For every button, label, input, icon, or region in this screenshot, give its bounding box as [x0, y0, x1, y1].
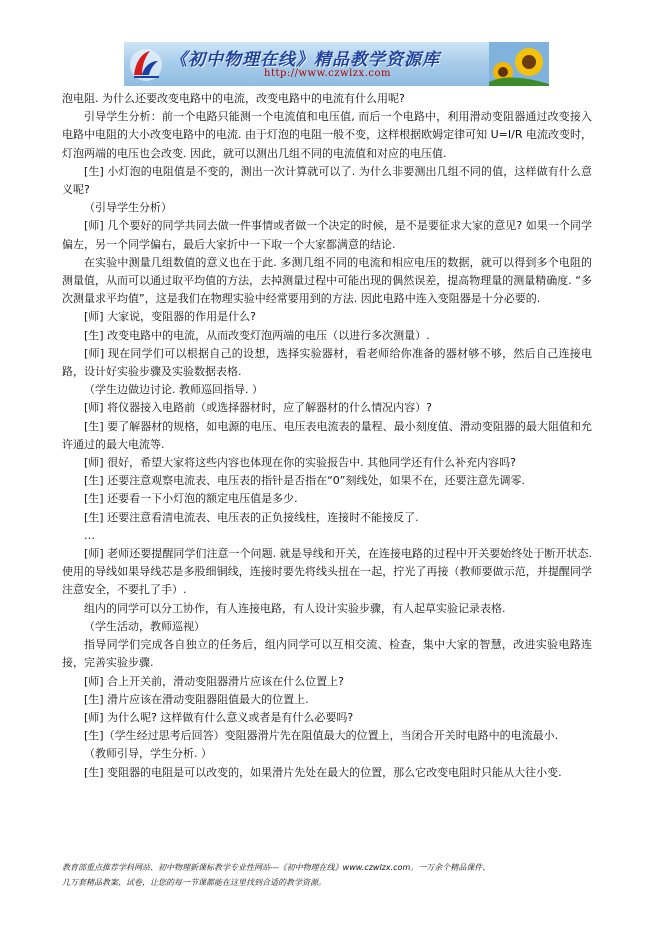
- paragraph: [师] 几个要好的同学共同去做一件事情或者做一个决定的时候，是不是要征求大家的意见? 如果一个同学偏左，另一个同学偏右，最后大家折中一下取一个大家都满意的结论.: [62, 219, 592, 251]
- paragraph: 泡电阻. 为什么还要改变电路中的电流，改变电路中的电流有什么用呢?: [62, 92, 405, 105]
- ellipsis-line: …: [84, 528, 96, 542]
- footer-line-2: 几万套精品教案、试卷，让您的每一节课都能在这里找到合适的教学资源。: [62, 878, 326, 887]
- sunflower-icon: [489, 42, 549, 86]
- paragraph: [生]（学生经过思考后回答）变阻器滑片先在阻值最大的位置上，当闭合开关时电路中的电流最小.: [84, 729, 559, 743]
- paragraph: （教师引导，学生分析. ）: [84, 747, 212, 761]
- paragraph: [生] 要了解器材的规格，如电源的电压、电压表电流表的量程、最小刻度值、滑动变阻器的最大阻值和允许通过的最大电流等.: [62, 419, 592, 451]
- paragraph: [师] 将仪器接入电路前（或选择器材时，应了解器材的什么情况内容）?: [84, 401, 432, 415]
- paragraph: [师] 现在同学们可以根据自己的设想，选择实验器材，看老师给你准备的器材够不够，然后自己连接电路，设计好实验步骤及实验数据表格.: [62, 346, 592, 379]
- paragraph: [生] 还要注意观察电流表、电压表的指针是否指在“0”刻线处，如果不在，还要注意先调零.: [84, 474, 525, 488]
- paragraph: 组内的同学可以分工协作，有人连接电路，有人设计实验步骤，有人起草实验记录表格.: [84, 601, 506, 615]
- paragraph: （学生边做边讨论. 教师巡回指导. ）: [84, 383, 263, 397]
- paragraph: （引导学生分析）: [84, 201, 172, 215]
- banner-url[interactable]: http://www.czwlzx.com: [264, 68, 391, 79]
- paragraph: [生] 还要注意看清电流表、电压表的正负接线柱，连接时不能接反了.: [84, 510, 419, 524]
- paragraph: [生] 滑片应该在滑动变阻器阻值最大的位置上.: [84, 692, 309, 706]
- paragraph: [生] 小灯泡的电阻值是不变的，测出一次计算就可以了. 为什么非要测出几组不同的值，这样做有什么意义呢?: [62, 164, 592, 197]
- paragraph: （学生活动，教师巡视）: [84, 619, 205, 633]
- paragraph: [师] 老师还要提醒同学们注意一个问题. 就是导线和开关，在连接电路的过程中开关要始终处于断开状态. 使用的导线如果导线芯是多股细铜线，连接时要先将线头扭在一起，拧光了再接（教师要做示范，并提醒同学注意安全，不要扎了手）.: [62, 547, 592, 597]
- paragraph: 在实验中测量几组数值的意义也在于此. 多测几组不同的电流和相应电压的数据，就可以得到多个电阻的测量值，从而可以通过取平均值的方法，去掉测量过程中可能出现的偶然误差，提高物理量的测量精确度. “多次测量求平均值”，这是我们在物理实验中经常要用到的方法. 因此电路中连入变阻器是十分必要的.: [62, 255, 592, 306]
- paragraph: 引导学生分析：前一个电路只能测一个电流值和电压值, 而后一个电路中，利用滑动变阻器通过改变接入电路中电阻的大小改变电路中的电流. 由于灯泡的电阻一般不变，这样根据欧姆定律可知 U=I/R 电流改变时，灯泡两端的电压也会改变. 因此，就可以测出几组不同的电流值和对应的电压值.: [62, 110, 592, 160]
- site-banner: [124, 42, 549, 86]
- banner-title: 《初中物理在线》精品教学资源库: [170, 50, 440, 70]
- footer-line-1: 教育部重点推荐学科网站、初中物理新课标教学专业性网站---《初中物理在线》www.czwlzx.com。一万余个精品课件、: [62, 863, 491, 872]
- paragraph: [生] 改变电路中的电流，从而改变灯泡两端的电压（以进行多次测量）.: [84, 328, 430, 342]
- paragraph: 指导同学们完成各自独立的任务后，组内同学可以互相交流、检查，集中大家的智慧，改进实验电路连接，完善实验步骤.: [62, 638, 592, 670]
- paragraph: [生] 还要看一下小灯泡的额定电压值是多少.: [84, 492, 298, 506]
- lesson-text: [62, 90, 592, 782]
- paragraph: [师] 大家说，变阻器的作用是什么?: [84, 310, 256, 324]
- paragraph: [师] 合上开关前，滑动变阻器滑片应该在什么位置上?: [84, 674, 344, 688]
- page-footer: [62, 860, 602, 890]
- paragraph: [师] 很好，希望大家将这些内容也体现在你的实验报告中. 其他同学还有什么补充内容吗?: [84, 456, 516, 470]
- paragraph: [生] 变阻器的电阻是可以改变的，如果滑片先处在最大的位置，那么它改变电阻时只能从大往小变.: [84, 765, 562, 779]
- paragraph: [师] 为什么呢? 这样做有什么意义或者是有什么必要吗?: [84, 710, 354, 724]
- site-logo-icon: [128, 47, 164, 83]
